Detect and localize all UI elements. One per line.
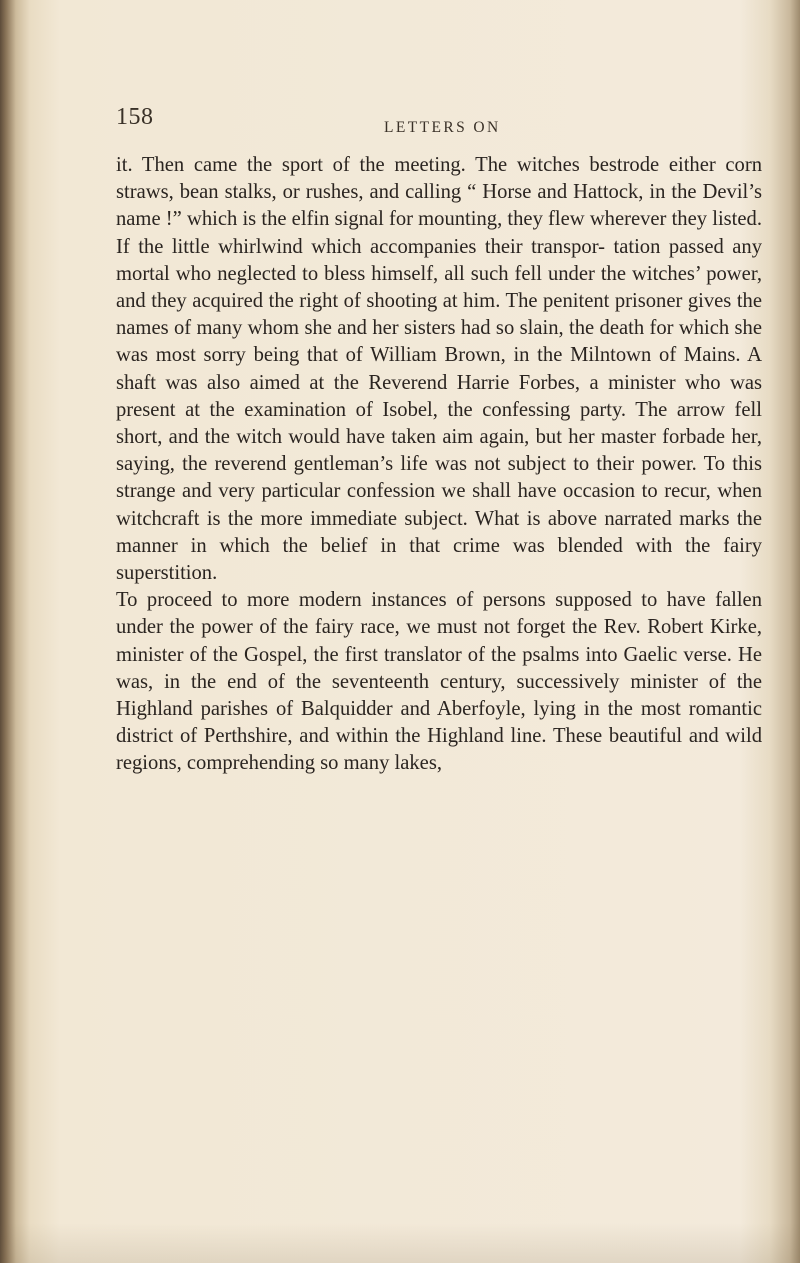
- page-shadow: [0, 1223, 800, 1263]
- running-head: LETTERS ON: [384, 119, 501, 136]
- page-number: 158: [116, 104, 154, 130]
- paragraph: To proceed to more modern instances of persons supposed to have fallen under the power of the fairy race, we must not forget the Rev. Robert Kirke, minister of the Gospel, the first translator of the psalms into Gaelic verse. He was, in the end of the seventeenth century, successively minister of the Highland parishes of Balquidder and Aberfoyle, lying in the most romantic district of Perthshire, and within the Highland line. These beautiful and wild regions, comprehending so many lakes,: [116, 589, 762, 775]
- page-header: [116, 104, 796, 136]
- body-text: [116, 152, 762, 778]
- paragraph: it. Then came the sport of the meeting. The witches bestrode either corn straws, bean stalks, or rushes, and calling “ Horse and Hattock, in the Devil’s name !” which is the elfin signal for mounting, they flew wherever they listed. If the little whirlwind which accompanies their transpor- tation passed any mortal who neglected to bless himself, all such fell under the witches’ power, and they acquired the right of shooting at him. The penitent prisoner gives the names of many whom she and her sisters had so slain, the death for which she was most sorry being that of William Brown, in the Milntown of Mains. A shaft was also aimed at the Reverend Harrie Forbes, a minister who was present at the examination of Isobel, the confessing party. The arrow fell short, and the witch would have taken aim again, but her master forbade her, saying, the reverend gentleman’s life was not subject to their power. To this strange and very particular confession we shall have occasion to recur, when witchcraft is the more immediate subject. What is above narrated marks the manner in which the belief in that crime was blended with the fairy superstition.: [116, 154, 762, 585]
